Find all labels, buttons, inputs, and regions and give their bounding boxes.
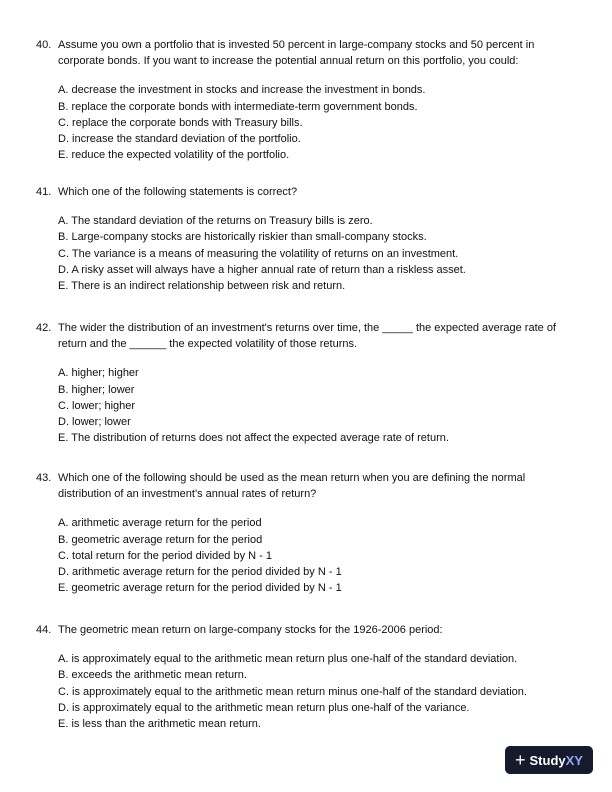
question-40 xyxy=(36,37,576,163)
answer-option: E. reduce the expected volatility of the portfolio. xyxy=(58,149,290,162)
answer-option: A. arithmetic average return for the period xyxy=(58,517,262,530)
answer-options xyxy=(36,515,576,596)
question-43 xyxy=(36,470,576,596)
answer-option: D. arithmetic average return for the period divided by N - 1 xyxy=(58,566,342,579)
answer-option: A. The standard deviation of the returns on Treasury bills is zero. xyxy=(58,215,373,228)
answer-option: B. higher; lower xyxy=(58,383,135,396)
question-text: Which one of the following should be used as the mean return when you are defining the normal distribution of an investment's annual rates of return? xyxy=(58,472,526,501)
brand-name: StudyXY xyxy=(529,752,583,768)
question-42 xyxy=(36,320,576,446)
answer-option: D. increase the standard deviation of the portfolio. xyxy=(58,133,301,146)
answer-option: C. total return for the period divided by N - 1 xyxy=(58,549,272,562)
question-number: 43. xyxy=(36,472,52,484)
answer-option: A. is approximately equal to the arithmetic mean return plus one-half of the standard deviation. xyxy=(58,653,518,666)
answer-options xyxy=(36,82,576,163)
answer-option: B. geometric average return for the period xyxy=(58,533,263,546)
plus-icon: + xyxy=(515,750,526,770)
question-41 xyxy=(36,184,576,294)
answer-option: A. higher; higher xyxy=(58,367,139,380)
answer-option: B. replace the corporate bonds with intermediate-term government bonds. xyxy=(58,100,418,113)
question-text: Which one of the following statements is correct? xyxy=(58,186,298,198)
answer-option: E. There is an indirect relationship between risk and return. xyxy=(58,280,346,293)
answer-options xyxy=(36,213,576,294)
question-number: 44. xyxy=(36,624,52,636)
answer-option: B. exceeds the arithmetic mean return. xyxy=(58,669,247,682)
question-text: Assume you own a portfolio that is invested 50 percent in large-company stocks and 50 percent in corporate bonds. If you want to increase the potential annual return on this portfolio, you could: xyxy=(58,39,535,68)
question-44 xyxy=(36,622,576,732)
answer-option: E. The distribution of returns does not affect the expected average rate of return. xyxy=(58,432,449,445)
answer-option: E. geometric average return for the period divided by N - 1 xyxy=(58,582,342,595)
answer-option: B. Large-company stocks are historically riskier than small-company stocks. xyxy=(58,231,427,244)
question-text: The wider the distribution of an investment's returns over time, the _____ the expected average rate of return and the ______ the expected volatility of those returns. xyxy=(58,322,556,351)
question-number: 41. xyxy=(36,186,52,198)
answer-options xyxy=(36,365,576,446)
answer-option: C. lower; higher xyxy=(58,399,136,412)
question-number: 42. xyxy=(36,322,52,334)
answer-options xyxy=(36,651,576,732)
answer-option: D. lower; lower xyxy=(58,416,131,429)
studyxy-badge[interactable] xyxy=(505,746,593,774)
answer-option: E. is less than the arithmetic mean return. xyxy=(58,718,261,731)
answer-option: A. decrease the investment in stocks and increase the investment in bonds. xyxy=(58,84,426,97)
answer-option: C. replace the corporate bonds with Treasury bills. xyxy=(58,116,303,129)
question-number: 40. xyxy=(36,39,52,51)
question-text: The geometric mean return on large-company stocks for the 1926-2006 period: xyxy=(58,624,443,636)
answer-option: C. The variance is a means of measuring the volatility of returns on an investment. xyxy=(58,247,459,260)
answer-option: C. is approximately equal to the arithmetic mean return minus one-half of the standard deviation. xyxy=(58,685,527,698)
answer-option: D. is approximately equal to the arithmetic mean return plus one-half of the variance. xyxy=(58,701,470,714)
answer-option: D. A risky asset will always have a higher annual rate of return than a riskless asset. xyxy=(58,263,466,276)
